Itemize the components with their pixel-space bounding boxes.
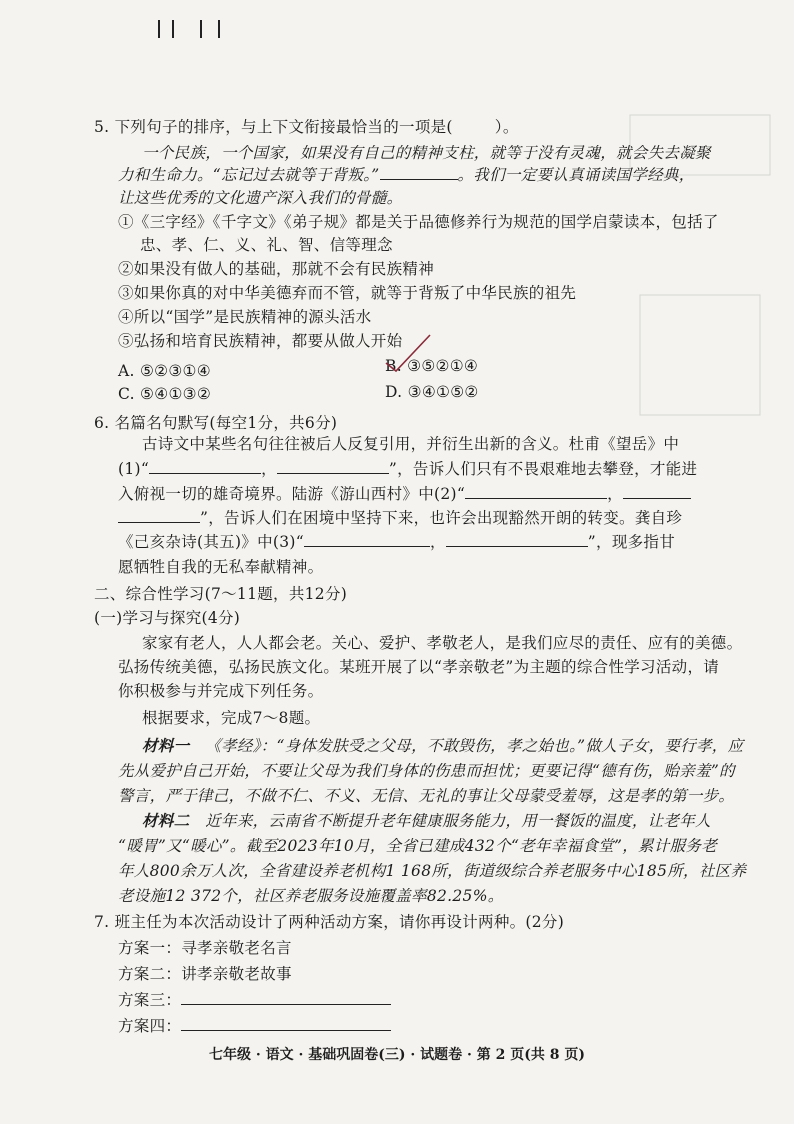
q5-sentence-1-cont: 忠、孝、仁、义、礼、智、信等理念 — [140, 236, 393, 254]
q6-line: ”，告诉人们在困境中坚持下来，也许会出现豁然开朗的转变。龚自珍 — [118, 508, 682, 528]
material-2-line: “暖胃”又“暖心”。截至2023年10月，全省已建成432个“老年幸福食堂”，累计服务老 — [118, 837, 718, 855]
q5-passage-line: 让这些优秀的文化遗产深入我们的骨髓。 — [118, 189, 403, 207]
q5-passage-line: 一个民族，一个国家，如果没有自己的精神支柱，就等于没有灵魂，就会失去凝聚 — [142, 144, 711, 162]
q5-option-a[interactable]: A. ⑤②③①④ — [118, 362, 211, 380]
section-2-instruction: 根据要求，完成7～8题。 — [142, 709, 321, 727]
q7-plan-4: 方案四： — [118, 1016, 391, 1036]
q5-sentence-4: ④所以“国学”是民族精神的源头活水 — [118, 308, 372, 326]
material-1-line: 警言，严于律己，不做不仁、不义、无信、无礼的事让父母蒙受羞辱，这是孝的第一步。 — [118, 787, 735, 805]
section-2-subtitle: (一)学习与探究(4分) — [94, 609, 241, 627]
q7-plan-3-blank[interactable] — [181, 990, 391, 1005]
material-2-line: 年人800余万人次，全省建设养老机构1 168所，街道级综合养老服务中心185所，社区养 — [118, 862, 747, 880]
q7-plan-4-blank[interactable] — [181, 1016, 391, 1031]
q6-line: 古诗文中某些名句往往被后人反复引用，并衍生出新的含义。杜甫《望岳》中 — [142, 435, 680, 453]
q6-blank-2a[interactable] — [465, 484, 607, 499]
q5-sentence-3: ③如果你真的对中华美德弃而不管，就等于背叛了中华民族的祖先 — [118, 284, 577, 302]
q6-blank-2b-cont[interactable] — [118, 508, 200, 523]
q6-line: 入俯视一切的雄奇境界。陆游《游山西村》中(2)“ ， — [118, 484, 691, 504]
material-1: 材料一 《孝经》：“身体发肤受之父母，不敢毁伤，孝之始也。”做人子女，要行孝，应 — [142, 736, 744, 755]
q6-blank-2b[interactable] — [623, 484, 691, 499]
page-footer: 七年级 · 语文 · 基础巩固卷(三) · 试题卷 · 第 2 页(共 8 页) — [209, 1047, 585, 1063]
check-mark-icon — [384, 333, 434, 375]
section-2-paragraph: 弘扬传统美德，弘扬民族文化。某班开展了以“孝亲敬老”为主题的综合性学习活动，请 — [118, 658, 720, 676]
q7-plan-2: 方案二：讲孝亲敬老故事 — [118, 965, 292, 983]
material-2-line: 老设施12 372个，社区养老服务设施覆盖率82.25%。 — [118, 887, 504, 905]
q7-plan-3: 方案三： — [118, 990, 391, 1010]
material-1-line: 先从爱护自己开始，不要让父母为我们身体的伤患而担忧；更要记得“德有伤，贻亲羞”的 — [118, 762, 735, 780]
q6-line: 《己亥杂诗(其五)》中(3)“ ， ”，现多指甘 — [118, 533, 676, 551]
q5-answer-blank[interactable] — [380, 165, 458, 180]
material-2: 材料二 近年来，云南省不断提升老年健康服务能力，用一餐饭的温度，让老年人 — [142, 811, 711, 830]
q6-blank-3a[interactable] — [304, 532, 430, 547]
q7-stem: 7. 班主任为本次活动设计了两种活动方案，请你再设计两种。(2分) — [94, 913, 565, 931]
q5-sentence-5: ⑤弘扬和培育民族精神，都要从做人开始 — [118, 332, 403, 350]
q5-sentence-1: ①《三字经》《千字文》《弟子规》都是关于品德修养行为规范的国学启蒙读本，包括了 — [118, 213, 719, 231]
q5-option-b[interactable]: B. ③⑤②①④ — [385, 357, 479, 375]
q5-option-c[interactable]: C. ⑤④①③② — [118, 385, 212, 403]
q7-plan-1: 方案一：寻孝亲敬老名言 — [118, 939, 292, 957]
q6-line: 愿牺牲自我的无私奉献精神。 — [118, 558, 324, 576]
q5-passage-line: 力和生命力。“忘记过去就等于背叛。” 。我们一定要认真诵读国学经典， — [118, 166, 695, 184]
q6-title: 6. 名篇名句默写(每空1分，共6分) — [94, 414, 338, 432]
section-2-paragraph: 你积极参与并完成下列任务。 — [118, 682, 324, 700]
q5-stem: 5. 下列句子的排序，与上下文衔接最恰当的一项是( ）。 — [94, 118, 519, 136]
q6-blank-1b[interactable] — [277, 459, 389, 474]
section-2-paragraph: 家家有老人，人人都会老。关心、爱护、孝敬老人，是我们应尽的责任、应有的美德。 — [142, 634, 743, 652]
q6-blank-1a[interactable] — [149, 459, 261, 474]
q5-sentence-2: ②如果没有做人的基础，那就不会有民族精神 — [118, 260, 435, 278]
q6-blank-3b[interactable] — [446, 532, 588, 547]
section-2-title: 二、综合性学习(7～11题，共12分) — [94, 585, 348, 603]
binding-marks — [158, 20, 228, 38]
q5-option-d[interactable]: D. ③④①⑤② — [385, 383, 479, 401]
q6-line: (1)“ ， ”，告诉人们只有不畏艰难地去攀登，才能进 — [118, 460, 698, 478]
